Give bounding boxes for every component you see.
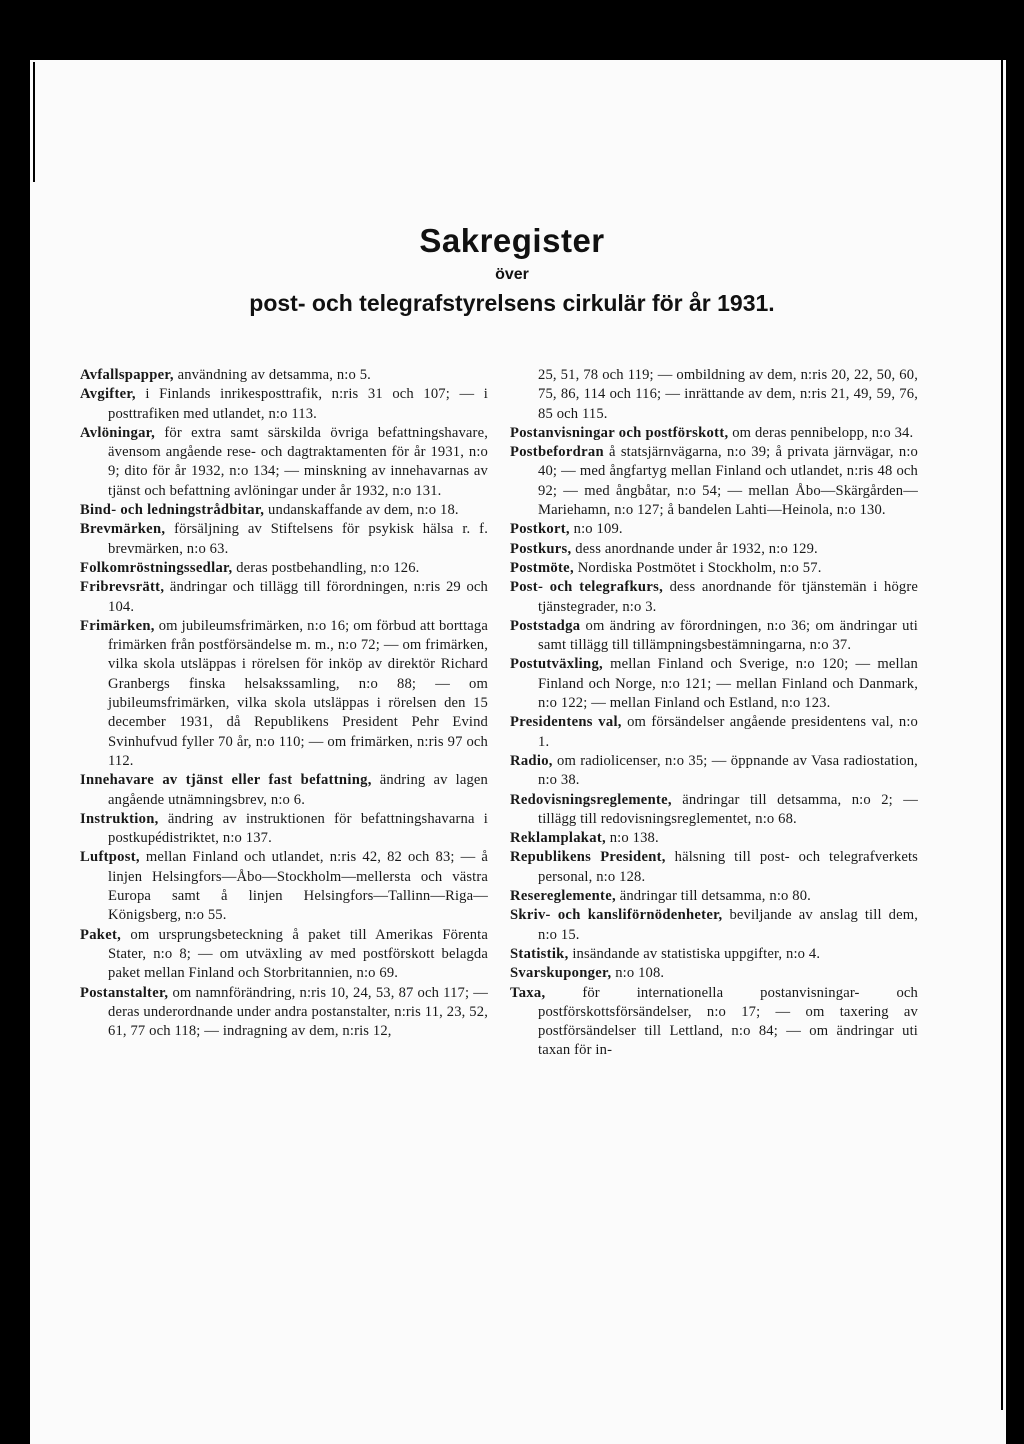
- index-entry: [80, 771, 488, 810]
- entry-keyword: Resereglemente,: [510, 888, 616, 905]
- entry-keyword: Statistik,: [510, 945, 569, 962]
- page-title: Sakregister: [419, 222, 605, 259]
- entry-text: dess anordnande under år 1932, n:o 129.: [571, 540, 818, 557]
- entry-text: ändringar till detsamma, n:o 80.: [615, 888, 811, 905]
- index-entry: [510, 829, 918, 848]
- entry-text: för extra samt särskilda övriga befattningshavare, ävensom angående rese- och dagtraktamenten för år 1931, n:o 9; dito för år 1932, n:o 134; — minskning av innehavarnas av tjänst och befattning avlöningar under år 1932, n:o 131.: [108, 424, 488, 499]
- page-subtitle: post- och telegrafstyrelsens cirkulär för år 1931.: [249, 290, 775, 316]
- entry-text: om namnförändring, n:ris 10, 24, 53, 87 och 117; — deras underordnande under andra postanstalter, n:ris 11, 23, 52, 61, 77 och 118; — indragning av dem, n:ris 12,: [108, 984, 488, 1040]
- left-column: [80, 366, 488, 1041]
- index-entry: [80, 578, 488, 617]
- index-entry: [510, 617, 918, 656]
- entry-keyword: Avlöningar,: [80, 424, 156, 441]
- entry-text: om radiolicenser, n:o 35; — öppnande av Vasa radiostation, n:o 38.: [538, 752, 918, 789]
- entry-keyword: Republikens President,: [510, 849, 666, 866]
- entry-text: försäljning av Stiftelsens för psykisk hälsa r. f. brevmärken, n:o 63.: [108, 521, 488, 557]
- entry-keyword: Folkomröstningssedlar,: [80, 559, 233, 576]
- index-entry: [510, 945, 918, 964]
- entry-text: dess anordnande för tjänstemän i högre tjänstegrader, n:o 3.: [538, 579, 919, 615]
- index-entry: [80, 501, 488, 520]
- index-entry: [80, 926, 488, 984]
- entry-keyword: Radio,: [510, 752, 553, 769]
- entry-keyword: Redovisningsreglemente,: [510, 791, 672, 808]
- index-entry: [80, 848, 488, 925]
- entry-text: ändringar till detsamma, n:o 2; — tillägg till redovisningsreglementet, n:o 68.: [538, 791, 918, 827]
- index-entry: [510, 655, 918, 713]
- entry-keyword: Postkurs,: [510, 540, 572, 557]
- entry-keyword: Avgifter,: [80, 386, 136, 403]
- entry-keyword: Frimärken,: [80, 617, 155, 634]
- index-entry: [510, 984, 918, 1061]
- entry-text: n:o 138.: [605, 830, 659, 847]
- index-entry: [510, 559, 918, 578]
- index-entry: [510, 424, 918, 443]
- entry-text: insändande av statistiska uppgifter, n:o 4.: [568, 945, 821, 962]
- entry-keyword: Post- och telegrafkurs,: [510, 579, 664, 596]
- entry-keyword: Luftpost,: [80, 849, 140, 866]
- entry-text: för internationella postanvisningar- och postförskottsförsändelser, n:o 17; — om taxering av postförsändelser till Lettland, n:o 84; — om ändringar uti taxan för in-: [538, 984, 918, 1059]
- entry-keyword: Reklamplakat,: [510, 830, 606, 847]
- entry-text: mellan Finland och Sverige, n:o 120; — mellan Finland och Norge, n:o 121; — mellan Finland och Danmark, n:o 122; — mellan Finland och Estland, n:o 123.: [538, 656, 918, 712]
- entry-keyword: Paket,: [80, 926, 122, 943]
- entry-text: ändring av lagen angående utnämningsbrev, n:o 6.: [108, 772, 488, 808]
- right-column: [510, 366, 918, 1061]
- index-entry: [80, 617, 488, 771]
- index-entry: [510, 540, 918, 559]
- entry-text: användning av detsamma, n:o 5.: [173, 367, 371, 383]
- index-entry: [80, 984, 488, 1042]
- entry-keyword: Innehavare av tjänst eller fast befattning,: [80, 772, 372, 789]
- entry-text: ändring av instruktionen för befattningshavarna i postkupédistriktet, n:o 137.: [108, 810, 488, 847]
- entry-keyword: Postutväxling,: [510, 656, 603, 673]
- entry-keyword: Taxa,: [510, 984, 546, 1001]
- entry-keyword: Svarskuponger,: [510, 965, 612, 982]
- entry-text: deras postbehandling, n:o 126.: [232, 559, 420, 576]
- index-entry: [538, 366, 918, 424]
- entry-keyword: Avfallspapper,: [80, 367, 174, 383]
- entry-text: beviljande av anslag till dem, n:o 15.: [538, 907, 918, 943]
- entry-keyword: Postmöte,: [510, 559, 574, 576]
- entry-keyword: Presidentens val,: [510, 714, 622, 731]
- entry-text: Nordiska Postmötet i Stockholm, n:o 57.: [573, 559, 822, 576]
- index-entry: [510, 964, 918, 983]
- entry-text: undanskaffande av dem, n:o 18.: [264, 502, 459, 519]
- index-entry: [80, 366, 488, 385]
- entry-keyword: Fribrevsrätt,: [80, 579, 165, 596]
- title-over: över: [495, 266, 529, 283]
- entry-text: om jubileumsfrimärken, n:o 16; om förbud att borttaga frimärken från postförsändelse m. m., n:o 72; — om frimärken, vilka skola utsläppas i rörelsen för inköp av direktör Richard Granbergs finska helsakssamling, n:o 88; — om jubileumsfrimärken, vilka skola utsläppas i rörelsen den 15 december 1931, då Republikens President Pehr Evind Svinhufvud fyller 70 år, n:o 110; — om frimärken, n:ris 97 och 112.: [108, 617, 488, 769]
- entry-text: hälsning till post- och telegrafverkets personal, n:o 128.: [538, 849, 919, 885]
- entry-text: i Finlands inrikesposttrafik, n:ris 31 och 107; — i posttrafiken med utlandet, n:o 113.: [108, 386, 488, 422]
- index-entry: [510, 906, 918, 945]
- entry-text: om ändring av förordningen, n:o 36; om ändringar uti samt tillägg till tillämpningsbestämningarna, n:o 37.: [538, 617, 918, 654]
- index-entry: [80, 385, 488, 424]
- entry-text: om ursprungsbeteckning å paket till Amerikas Förenta Stater, n:o 8; — om utväxling av med postförskott belagda paket mellan Finland och Storbritannien, n:o 69.: [108, 926, 488, 982]
- index-entry: [80, 424, 488, 501]
- index-entry: [510, 578, 919, 617]
- index-entry: [80, 559, 488, 578]
- entry-keyword: Instruktion,: [80, 810, 159, 827]
- index-entry: [510, 443, 918, 520]
- index-entry: [80, 520, 488, 559]
- index-entry: [510, 887, 918, 906]
- index-entry: [510, 520, 918, 539]
- entry-text: å statsjärnvägarna, n:o 39; å privata järnvägar, n:o 40; — med ångfartyg mellan Finland och utlandet, n:ris 48 och 92; — med ångbåtar, n:o 54; — mellan Åbo—Skärgården—Mariehamn, n:o 127; å bandelen Lahti—Heinola, n:o 130.: [538, 444, 918, 519]
- index-entry: [510, 791, 918, 830]
- index-entry: [510, 713, 919, 752]
- entry-text: n:o 109.: [569, 521, 623, 538]
- entry-text: om försändelser angående presidentens val, n:o 1.: [538, 714, 919, 750]
- left-edge-rule: [33, 62, 35, 182]
- index-entry: [510, 752, 918, 791]
- index-entry: [80, 810, 488, 849]
- entry-text: mellan Finland och utlandet, n:ris 42, 82 och 83; — å linjen Helsingfors—Åbo—Stockholm—mellersta och västra Europa samt å linjen Helsingfors—Tallinn—Riga—Königsberg, n:o 55.: [108, 849, 488, 924]
- entry-keyword: Bind- och ledningstrådbitar,: [80, 502, 265, 519]
- entry-keyword: Poststadga: [510, 617, 581, 634]
- entry-keyword: Brevmärken,: [80, 521, 166, 538]
- entry-keyword: Skriv- och kansliförnödenheter,: [510, 907, 723, 924]
- entry-text: ändringar och tillägg till förordningen, n:ris 29 och 104.: [108, 579, 488, 615]
- index-entry: [510, 848, 919, 887]
- entry-keyword: Postanstalter,: [80, 984, 169, 1001]
- entry-text: n:o 108.: [611, 965, 665, 982]
- entry-keyword: Postbefordran: [510, 444, 604, 461]
- entry-keyword: Postkort,: [510, 521, 570, 538]
- entry-keyword: Postanvisningar och postförskott,: [510, 424, 729, 441]
- entry-text: om deras pennibelopp, n:o 34.: [728, 424, 914, 441]
- entry-text: 25, 51, 78 och 119; — ombildning av dem, n:ris 20, 22, 50, 60, 75, 86, 114 och 116; — inrättande av dem, n:ris 21, 49, 59, 76, 85 och 115.: [538, 367, 918, 422]
